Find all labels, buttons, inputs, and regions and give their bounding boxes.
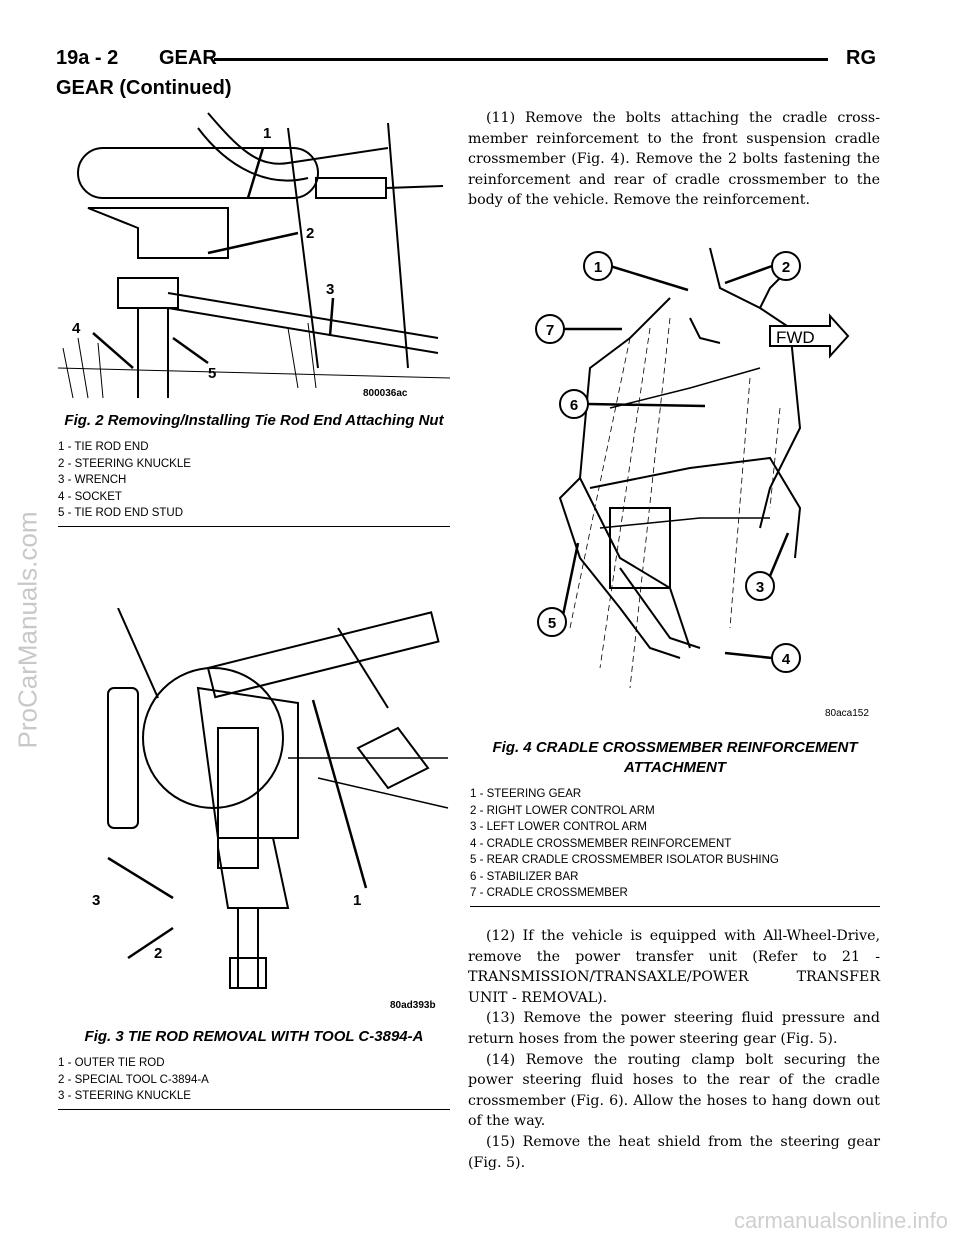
step-12: (12) If the vehicle is equipped with All-Wheel-Drive, remove the power transfer unit (Refer to 21 - TRANSMISSION/TRANSAXLE/POWER TRANSFER UNIT - REMOVAL).: [468, 928, 880, 1006]
legend-item: 1 - STEERING GEAR: [470, 788, 582, 800]
fig2-callout-1: 1: [263, 125, 272, 142]
continued-title: GEAR (Continued): [56, 77, 232, 99]
header-rule: [214, 58, 828, 61]
fig3-caption: Fig. 3 TIE ROD REMOVAL WITH TOOL C-3894-A: [84, 1028, 424, 1045]
step-11: (11) Remove the bolts attaching the cradle cross-member reinforcement to the front suspension cradle crossmember (Fig. 4). Remove the 2 bolts fastening the reinforcement and rear of cradle crossmember to the body of the vehicle. Remove the reinforcement.: [468, 110, 880, 209]
fig3-divider: [58, 1109, 450, 1110]
legend-item: 6 - STABILIZER BAR: [470, 870, 579, 883]
fig2-callout-3: 3: [326, 281, 335, 298]
legend-item: 1 - OUTER TIE ROD: [58, 1057, 165, 1069]
fig2-callout-4: 4: [72, 320, 81, 337]
legend-item: 3 - STEERING KNUCKLE: [58, 1090, 191, 1102]
step-13: (13) Remove the power steering fluid pressure and return hoses from the power steering gear (Fig. 5).: [468, 1010, 880, 1047]
fig3-legend: [58, 1055, 450, 1105]
fig4-callout-3: 3: [755, 579, 765, 596]
fig2-caption: Fig. 2 Removing/Installing Tie Rod End Attaching Nut: [64, 412, 444, 429]
legend-item: 2 - SPECIAL TOOL C-3894-A: [58, 1073, 209, 1086]
fig2-divider: [58, 526, 450, 527]
legend-item: 3 - WRENCH: [58, 474, 127, 486]
legend-item: 7 - CRADLE CROSSMEMBER: [470, 887, 628, 899]
side-watermark: ProCarManuals.com: [12, 511, 43, 749]
fig4-illustration: [470, 228, 880, 720]
fig4-callout-6: 6: [569, 397, 579, 414]
fig3-callout-2: 2: [154, 945, 163, 962]
fig2-callout-5: 5: [208, 365, 217, 382]
fig4-callout-4: 4: [781, 651, 791, 668]
fig2-legend: [58, 439, 450, 522]
fig4-callout-7: 7: [545, 322, 555, 339]
page-header: [56, 47, 876, 77]
legend-item: 5 - REAR CRADLE CROSSMEMBER ISOLATOR BUSHING: [470, 854, 779, 866]
legend-item: 3 - LEFT LOWER CONTROL ARM: [470, 821, 647, 833]
fig4-image-code: 80aca152: [825, 708, 869, 719]
model-code: RG: [846, 47, 876, 69]
fig4-caption: Fig. 4 CRADLE CROSSMEMBER REINFORCEMENT ATTACHMENT: [492, 739, 858, 776]
legend-item: 4 - SOCKET: [58, 490, 122, 503]
legend-item: 5 - TIE ROD END STUD: [58, 507, 184, 519]
fig4-callout-1: 1: [593, 259, 603, 276]
legend-item: 2 - STEERING KNUCKLE: [58, 457, 191, 470]
fig2-image-code: 800036ac: [363, 388, 408, 399]
legend-item: 4 - CRADLE CROSSMEMBER REINFORCEMENT: [470, 837, 732, 850]
fig4-legend: [470, 786, 880, 902]
fig2-callout-2: 2: [306, 225, 315, 242]
section-title: GEAR: [159, 47, 217, 69]
fwd-label: FWD: [776, 328, 815, 347]
fig3-callout-1: 1: [353, 892, 362, 909]
fig4-divider: [470, 906, 880, 907]
steps-12-15: [468, 926, 880, 1173]
page-number: 19a - 2: [56, 47, 119, 69]
legend-item: 1 - TIE ROD END: [58, 441, 149, 453]
step-15: (15) Remove the heat shield from the steering gear (Fig. 5).: [468, 1133, 880, 1171]
legend-item: 2 - RIGHT LOWER CONTROL ARM: [470, 804, 655, 817]
fig3-callout-3: 3: [92, 892, 101, 909]
fig3-illustration: [58, 608, 450, 1018]
footer-watermark: carmanualsonline.info: [733, 1208, 948, 1233]
fig3-image-code: 80ad393b: [390, 1000, 436, 1011]
step-14: (14) Remove the routing clamp bolt securing the power steering fluid hoses to the rear of the cradle crossmember (Fig. 6). Allow the hoses to hang down out of the way.: [468, 1051, 880, 1130]
fig2-illustration: [58, 108, 450, 408]
fig4-callout-5: 5: [547, 615, 557, 632]
fig4-callout-2: 2: [781, 259, 791, 276]
